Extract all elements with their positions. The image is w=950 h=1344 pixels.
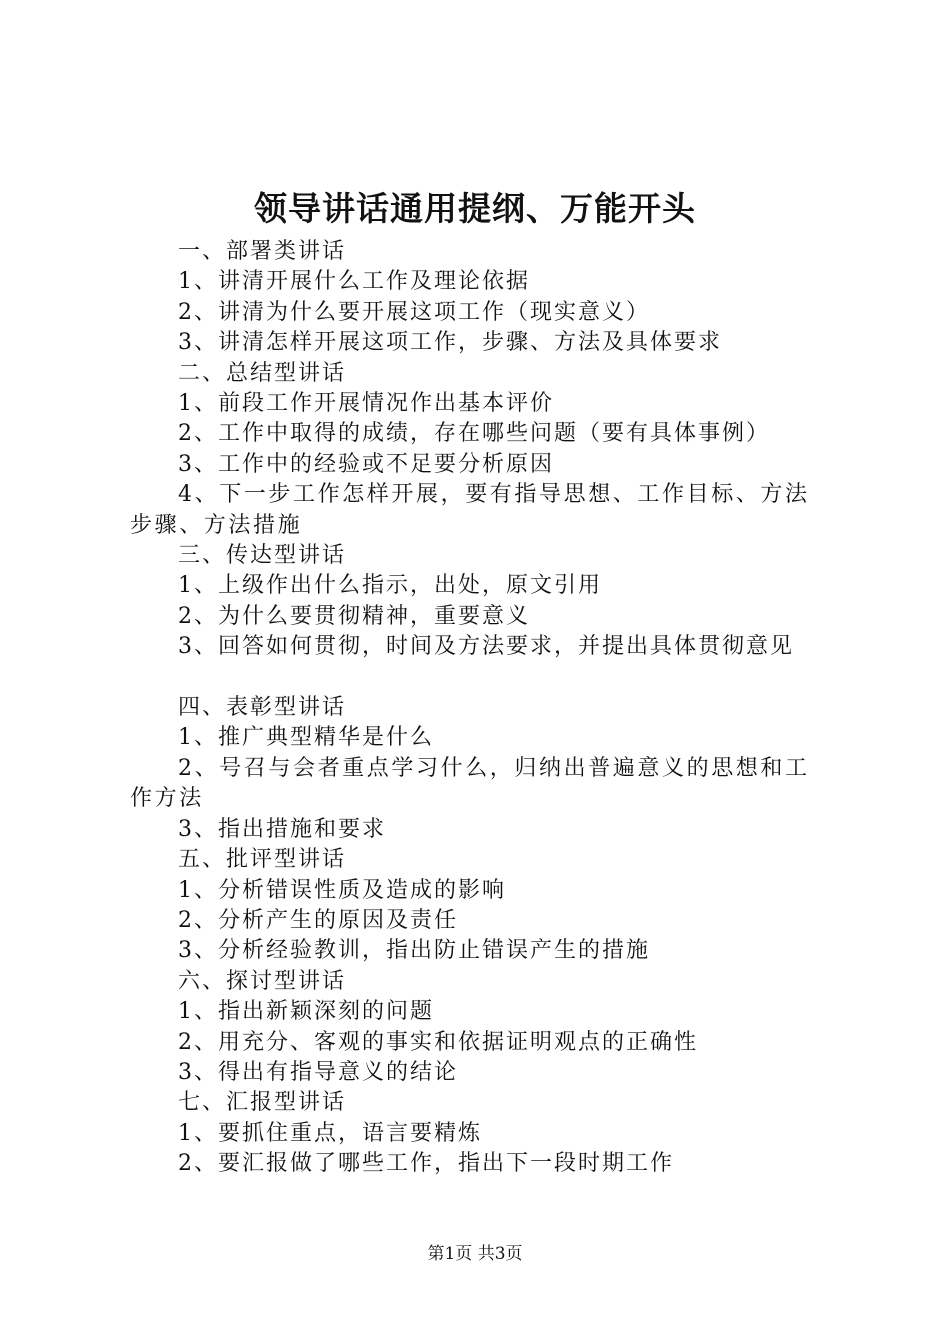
list-item: 1、指出新颖深刻的问题 <box>178 999 434 1025</box>
section-heading: 三、传达型讲话 <box>178 543 347 569</box>
list-item: 3、回答如何贯彻，时间及方法要求，并提出具体贯彻意见 <box>178 634 794 660</box>
list-item: 3、分析经验教训，指出防止错误产生的措施 <box>178 938 650 964</box>
list-item: 3、讲清怎样开展这项工作，步骤、方法及具体要求 <box>178 330 722 356</box>
section-heading: 六、探讨型讲话 <box>178 968 347 994</box>
list-item: 1、分析错误性质及造成的影响 <box>178 877 506 903</box>
list-item: 3、得出有指导意义的结论 <box>178 1059 458 1085</box>
blank-line <box>130 663 830 693</box>
list-item: 1、前段工作开展情况作出基本评价 <box>178 391 554 417</box>
list-item: 3、指出措施和要求 <box>178 816 386 842</box>
section-heading: 四、表彰型讲话 <box>178 695 347 721</box>
list-item: 2、工作中取得的成绩，存在哪些问题（要有具体事例） <box>178 421 770 447</box>
section-heading: 一、部署类讲话 <box>178 239 347 264</box>
section-heading: 七、汇报型讲话 <box>178 1090 347 1116</box>
page-footer: 第1页 共3页 <box>427 1244 523 1264</box>
section-heading: 二、总结型讲话 <box>178 360 347 386</box>
list-item: 1、推广典型精华是什么 <box>178 725 434 751</box>
list-item: 3、工作中的经验或不足要分析原因 <box>178 451 554 477</box>
list-item: 2、要汇报做了哪些工作，指出下一段时期工作 <box>178 1151 674 1177</box>
list-item: 2、号召与会者重点学习什么，归纳出普遍意义的思想和工作方法 <box>130 755 810 812</box>
list-item: 1、要抓住重点，语言要精炼 <box>178 1120 482 1146</box>
document-title: 领导讲话通用提纲、万能开头 <box>254 189 696 228</box>
list-item: 2、用充分、客观的事实和依据证明观点的正确性 <box>178 1029 698 1055</box>
section-heading: 五、批评型讲话 <box>178 847 347 873</box>
list-item: 2、为什么要贯彻精神，重要意义 <box>178 603 530 629</box>
list-item: 2、分析产生的原因及责任 <box>178 907 458 933</box>
list-item: 2、讲清为什么要开展这项工作（现实意义） <box>178 299 650 325</box>
list-item: 1、讲清开展什么工作及理论依据 <box>178 269 530 295</box>
document-body <box>130 237 830 1180</box>
list-item: 1、上级作出什么指示，出处，原文引用 <box>178 573 602 599</box>
list-item: 4、下一步工作怎样开展，要有指导思想、工作目标、方法步骤、方法措施 <box>130 482 810 538</box>
